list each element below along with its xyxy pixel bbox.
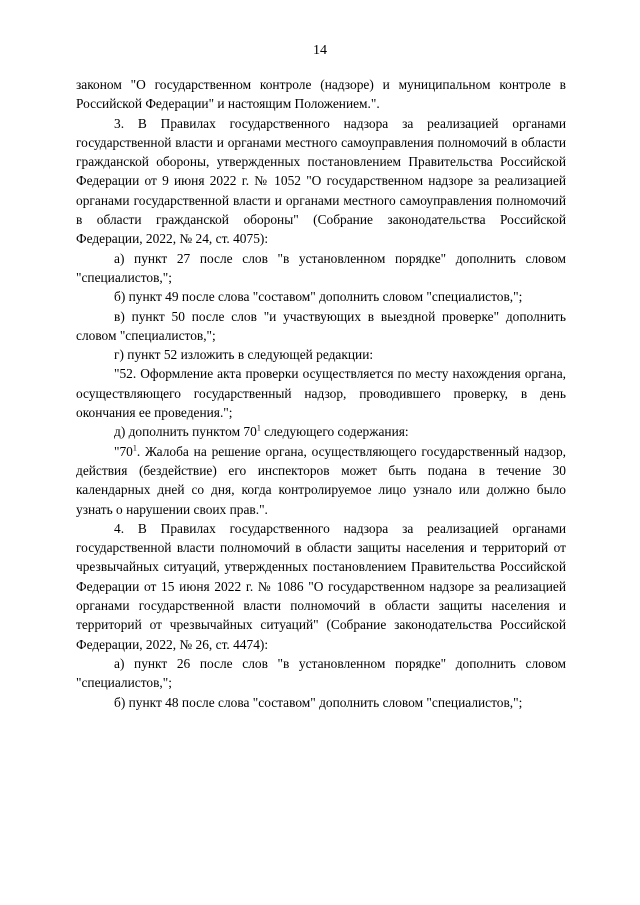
paragraph-3d <box>76 422 566 441</box>
paragraph-3b: б) пункт 49 после слова "составом" дополнить словом "специалистов,"; <box>114 289 523 305</box>
paragraph-4a: а) пункт 26 после слов "в установленном порядке" дополнить словом "специалистов,"; <box>76 655 566 691</box>
paragraph-3a: а) пункт 27 после слов "в установленном порядке" дополнить словом "специалистов,"; <box>76 250 566 285</box>
paragraph-3d-text-after: следующего содержания: <box>260 424 409 440</box>
document-body <box>76 75 566 712</box>
paragraph-point-70-1 <box>76 442 566 519</box>
paragraph-3d-text-before: д) дополнить пунктом 70 <box>114 424 257 440</box>
paragraph-item-4: 4. В Правилах государственного надзора за реализацией органами государственной власти полномочий в области защиты населения и территорий от чрезвычайных ситуаций, утвержденных постановлением Правительства Российской Федерации от 15 июня 2022 г. № 1086 "О государственном надзоре за реализацией органами государственной власти полномочий в области защиты населения и территорий от чрезвычайных ситуаций" (Собрание законодательства Российской Федерации, 2022, № 26, ст. 4474): <box>76 520 566 652</box>
paragraph-item-3: 3. В Правилах государственного надзора за реализацией органами государственной власти и органами местного самоуправления полномочий в области гражданской обороны, утвержденных постановлением Правительства Российской Федерации от 9 июня 2022 г. № 1052 "О государственном надзоре за реализацией органами государственной власти и органами местного самоуправления полномочий в области гражданской обороны" (Собрание законодательства Российской Федерации, 2022, № 24, ст. 4075): <box>76 115 566 247</box>
paragraph-4b: б) пункт 48 после слова "составом" дополнить словом "специалистов,"; <box>114 694 523 710</box>
superscript: 1 <box>132 443 137 453</box>
paragraph-3g: г) пункт 52 изложить в следующей редакции: <box>114 347 374 363</box>
superscript: 1 <box>256 423 261 433</box>
paragraph-3v: в) пункт 50 после слов "и участвующих в выездной проверке" дополнить словом "специалистов,"; <box>76 308 566 343</box>
paragraph-point-70-1-text-after: . Жалоба на решение органа, осуществляющего государственный надзор, действия (бездействие) его инспекторов может быть подана в течение 30 календарных дней со дня, когда контролируемое лицо узнало или должно было узнать о нарушении своих прав.". <box>76 443 566 517</box>
paragraph-continuation: законом "О государственном контроле (надзоре) и муниципальном контроле в Российской Федерации" и настоящим Положением.". <box>76 77 566 112</box>
page-number: 14 <box>313 43 327 58</box>
paragraph-point-70-1-text-before: "70 <box>114 443 133 459</box>
paragraph-point-52: "52. Оформление акта проверки осуществляется по месту нахождения органа, осуществляющего государственный надзор, проводившего проверку, в день окончания ее проведения."; <box>76 366 566 421</box>
